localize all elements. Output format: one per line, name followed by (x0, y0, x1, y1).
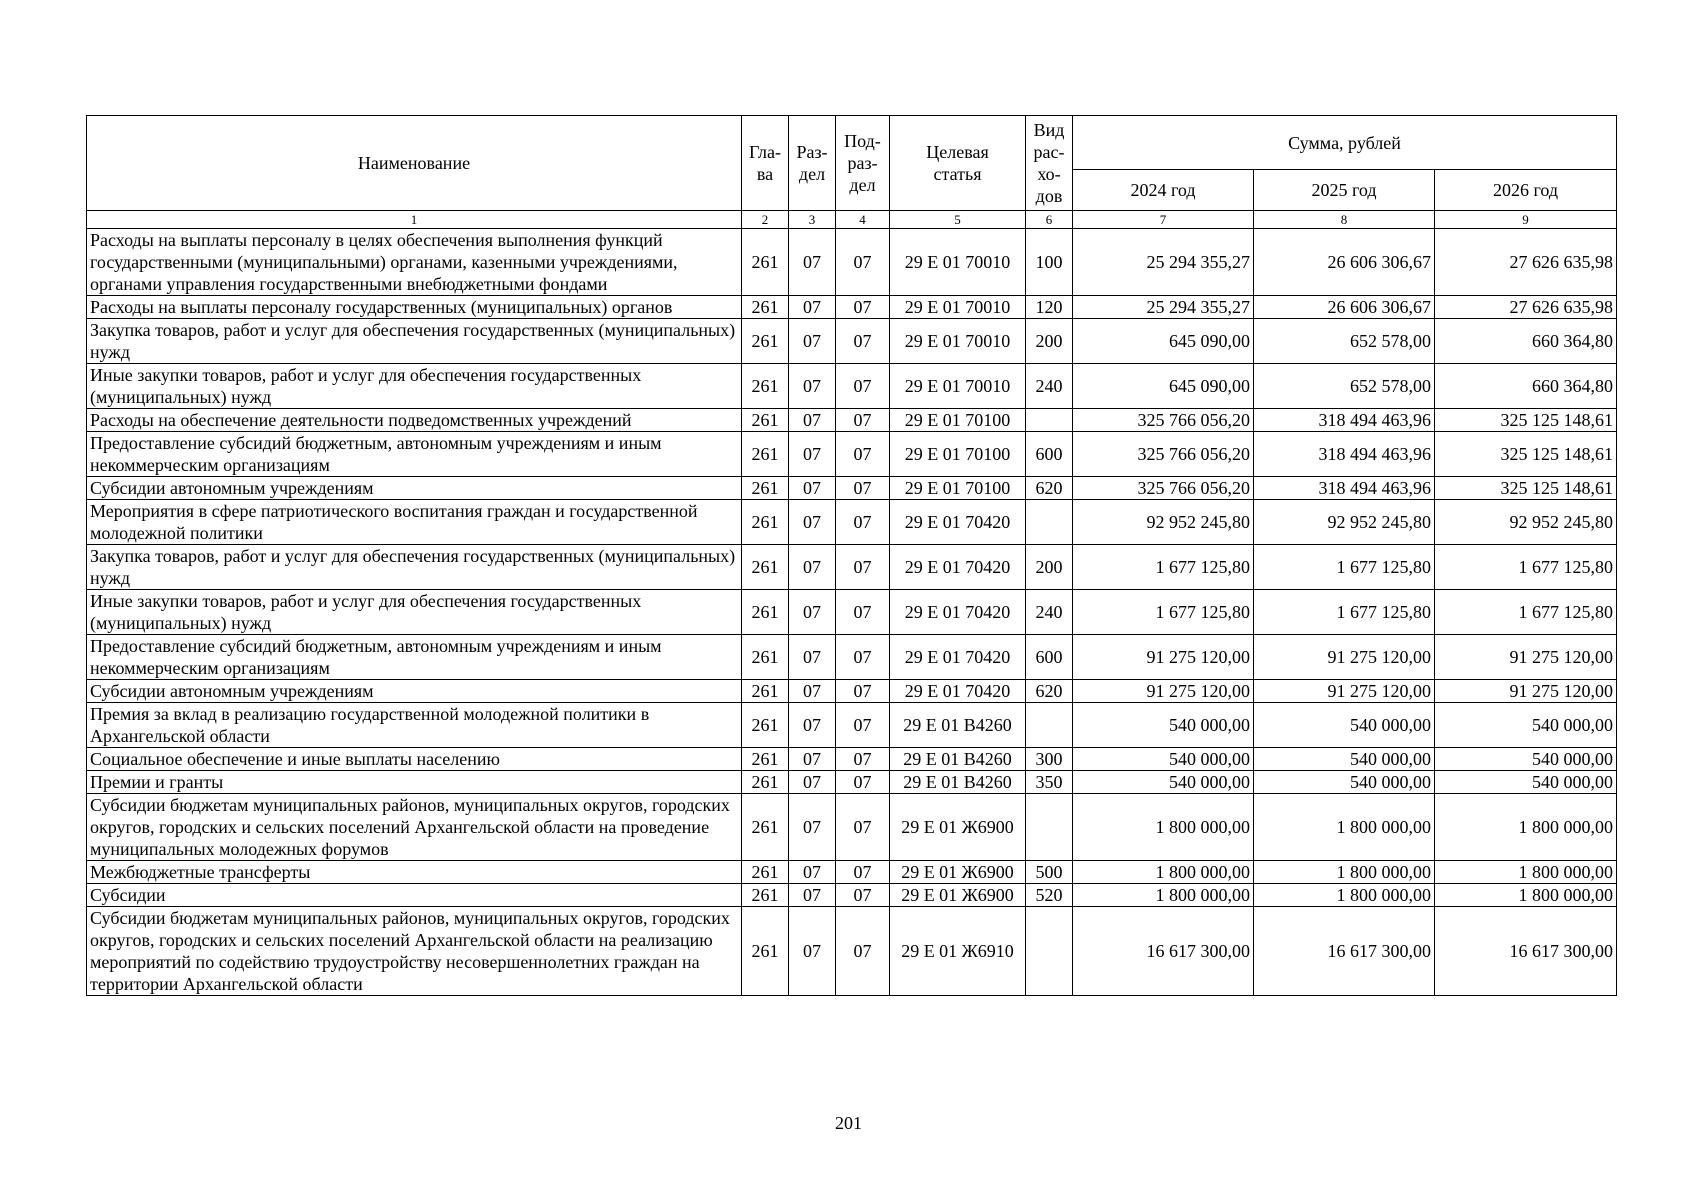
row-sum-2024: 540 000,00 (1073, 748, 1254, 771)
row-sum-2026: 540 000,00 (1435, 748, 1617, 771)
row-target-article: 29 Е 01 70420 (890, 680, 1026, 703)
header-name: Наименование (87, 116, 742, 211)
row-section: 07 (789, 500, 836, 545)
row-section: 07 (789, 364, 836, 409)
row-subsection: 07 (836, 477, 890, 500)
row-chapter: 261 (742, 545, 789, 590)
row-chapter: 261 (742, 861, 789, 884)
row-expense-type (1026, 794, 1073, 861)
row-sum-2026: 27 626 635,98 (1435, 229, 1617, 296)
table-row (87, 635, 1617, 680)
row-chapter: 261 (742, 477, 789, 500)
row-sum-2024: 1 800 000,00 (1073, 884, 1254, 907)
table-row (87, 364, 1617, 409)
row-sum-2025: 318 494 463,96 (1254, 432, 1435, 477)
row-name: Расходы на обеспечение деятельности подведомственных учреждений (87, 409, 742, 432)
row-sum-2024: 16 617 300,00 (1073, 907, 1254, 996)
row-expense-type: 600 (1026, 635, 1073, 680)
row-section: 07 (789, 635, 836, 680)
row-sum-2026: 27 626 635,98 (1435, 296, 1617, 319)
row-sum-2025: 1 800 000,00 (1254, 861, 1435, 884)
row-target-article: 29 Е 01 70010 (890, 319, 1026, 364)
row-name: Предоставление субсидий бюджетным, автономным учреждениям и иным некоммерческим организациям (87, 635, 742, 680)
row-expense-type: 200 (1026, 319, 1073, 364)
row-sum-2025: 1 800 000,00 (1254, 884, 1435, 907)
row-subsection: 07 (836, 635, 890, 680)
row-sum-2025: 540 000,00 (1254, 748, 1435, 771)
row-section: 07 (789, 319, 836, 364)
row-sum-2026: 16 617 300,00 (1435, 907, 1617, 996)
row-sum-2024: 25 294 355,27 (1073, 296, 1254, 319)
row-section: 07 (789, 794, 836, 861)
row-chapter: 261 (742, 771, 789, 794)
row-name: Субсидии автономным учреждениям (87, 680, 742, 703)
row-section: 07 (789, 680, 836, 703)
row-subsection: 07 (836, 884, 890, 907)
table-row (87, 409, 1617, 432)
header-year-2025: 2025 год (1254, 170, 1435, 211)
row-sum-2024: 91 275 120,00 (1073, 680, 1254, 703)
row-sum-2026: 1 800 000,00 (1435, 794, 1617, 861)
row-expense-type (1026, 409, 1073, 432)
row-target-article: 29 Е 01 Ж6910 (890, 907, 1026, 996)
row-chapter: 261 (742, 409, 789, 432)
row-subsection: 07 (836, 229, 890, 296)
row-subsection: 07 (836, 364, 890, 409)
row-sum-2025: 16 617 300,00 (1254, 907, 1435, 996)
row-sum-2025: 91 275 120,00 (1254, 635, 1435, 680)
table-row (87, 794, 1617, 861)
row-sum-2024: 540 000,00 (1073, 703, 1254, 748)
row-chapter: 261 (742, 229, 789, 296)
row-sum-2025: 540 000,00 (1254, 703, 1435, 748)
row-sum-2024: 1 800 000,00 (1073, 861, 1254, 884)
row-sum-2024: 325 766 056,20 (1073, 409, 1254, 432)
row-sum-2024: 1 677 125,80 (1073, 545, 1254, 590)
row-name: Премия за вклад в реализацию государственной молодежной политики в Архангельской области (87, 703, 742, 748)
row-expense-type: 620 (1026, 680, 1073, 703)
row-sum-2026: 1 800 000,00 (1435, 884, 1617, 907)
row-subsection: 07 (836, 500, 890, 545)
row-sum-2025: 92 952 245,80 (1254, 500, 1435, 545)
table-header (87, 116, 1617, 229)
table-row (87, 229, 1617, 296)
row-sum-2024: 645 090,00 (1073, 319, 1254, 364)
row-chapter: 261 (742, 703, 789, 748)
row-sum-2026: 1 677 125,80 (1435, 545, 1617, 590)
row-expense-type: 350 (1026, 771, 1073, 794)
row-chapter: 261 (742, 500, 789, 545)
row-sum-2025: 318 494 463,96 (1254, 477, 1435, 500)
row-section: 07 (789, 590, 836, 635)
row-subsection: 07 (836, 771, 890, 794)
row-name: Расходы на выплаты персоналу государственных (муниципальных) органов (87, 296, 742, 319)
row-section: 07 (789, 545, 836, 590)
row-sum-2026: 660 364,80 (1435, 364, 1617, 409)
row-section: 07 (789, 409, 836, 432)
row-target-article: 29 Е 01 В4260 (890, 703, 1026, 748)
table-row (87, 432, 1617, 477)
row-target-article: 29 Е 01 В4260 (890, 771, 1026, 794)
row-target-article: 29 Е 01 70100 (890, 432, 1026, 477)
table-row (87, 477, 1617, 500)
row-target-article: 29 Е 01 70420 (890, 500, 1026, 545)
row-subsection: 07 (836, 545, 890, 590)
row-sum-2026: 325 125 148,61 (1435, 409, 1617, 432)
row-section: 07 (789, 748, 836, 771)
table-row (87, 296, 1617, 319)
row-sum-2025: 652 578,00 (1254, 319, 1435, 364)
row-sum-2025: 1 677 125,80 (1254, 545, 1435, 590)
row-sum-2024: 25 294 355,27 (1073, 229, 1254, 296)
table-row (87, 680, 1617, 703)
row-expense-type: 600 (1026, 432, 1073, 477)
row-sum-2026: 1 677 125,80 (1435, 590, 1617, 635)
row-chapter: 261 (742, 364, 789, 409)
row-subsection: 07 (836, 861, 890, 884)
row-section: 07 (789, 296, 836, 319)
row-target-article: 29 Е 01 70100 (890, 409, 1026, 432)
row-target-article: 29 Е 01 Ж6900 (890, 884, 1026, 907)
row-subsection: 07 (836, 590, 890, 635)
header-expense-type: Вид рас- хо- дов (1026, 116, 1073, 211)
row-subsection: 07 (836, 748, 890, 771)
row-sum-2026: 1 800 000,00 (1435, 861, 1617, 884)
row-expense-type: 200 (1026, 545, 1073, 590)
row-expense-type: 300 (1026, 748, 1073, 771)
row-sum-2024: 1 677 125,80 (1073, 590, 1254, 635)
row-chapter: 261 (742, 794, 789, 861)
row-target-article: 29 Е 01 70010 (890, 296, 1026, 319)
row-name: Расходы на выплаты персоналу в целях обеспечения выполнения функций государственными (муниципальными) органами, казенными учреждениями, органами управления государственными внебюджетными фондами (87, 229, 742, 296)
row-sum-2024: 540 000,00 (1073, 771, 1254, 794)
table-row (87, 319, 1617, 364)
row-subsection: 07 (836, 319, 890, 364)
column-number: 8 (1254, 211, 1435, 229)
column-number-row (87, 211, 1617, 229)
budget-table (86, 115, 1617, 996)
row-sum-2026: 325 125 148,61 (1435, 477, 1617, 500)
header-sum: Сумма, рублей (1073, 116, 1617, 170)
header-chapter: Гла- ва (742, 116, 789, 211)
table-body (87, 229, 1617, 996)
row-sum-2024: 325 766 056,20 (1073, 477, 1254, 500)
table-row (87, 861, 1617, 884)
page-number: 201 (835, 1113, 862, 1133)
column-number: 1 (87, 211, 742, 229)
row-chapter: 261 (742, 296, 789, 319)
row-expense-type: 240 (1026, 590, 1073, 635)
row-sum-2025: 318 494 463,96 (1254, 409, 1435, 432)
row-subsection: 07 (836, 680, 890, 703)
row-sum-2024: 1 800 000,00 (1073, 794, 1254, 861)
row-subsection: 07 (836, 703, 890, 748)
column-number: 7 (1073, 211, 1254, 229)
row-expense-type (1026, 703, 1073, 748)
table-row (87, 590, 1617, 635)
row-name: Закупка товаров, работ и услуг для обеспечения государственных (муниципальных) нужд (87, 319, 742, 364)
row-section: 07 (789, 432, 836, 477)
row-chapter: 261 (742, 748, 789, 771)
row-subsection: 07 (836, 907, 890, 996)
row-name: Субсидии (87, 884, 742, 907)
row-target-article: 29 Е 01 В4260 (890, 748, 1026, 771)
row-name: Премии и гранты (87, 771, 742, 794)
column-number: 5 (890, 211, 1026, 229)
row-name: Межбюджетные трансферты (87, 861, 742, 884)
table-row (87, 771, 1617, 794)
row-expense-type (1026, 500, 1073, 545)
row-sum-2025: 26 606 306,67 (1254, 296, 1435, 319)
row-chapter: 261 (742, 884, 789, 907)
row-target-article: 29 Е 01 70010 (890, 229, 1026, 296)
row-expense-type: 120 (1026, 296, 1073, 319)
row-subsection: 07 (836, 794, 890, 861)
header-section: Раз- дел (789, 116, 836, 211)
row-target-article: 29 Е 01 70420 (890, 590, 1026, 635)
row-section: 07 (789, 861, 836, 884)
row-target-article: 29 Е 01 Ж6900 (890, 861, 1026, 884)
row-sum-2024: 92 952 245,80 (1073, 500, 1254, 545)
header-subsection: Под- раз- дел (836, 116, 890, 211)
row-sum-2026: 325 125 148,61 (1435, 432, 1617, 477)
row-target-article: 29 Е 01 70100 (890, 477, 1026, 500)
row-subsection: 07 (836, 296, 890, 319)
row-sum-2026: 91 275 120,00 (1435, 635, 1617, 680)
table-row (87, 884, 1617, 907)
row-section: 07 (789, 703, 836, 748)
row-chapter: 261 (742, 432, 789, 477)
row-expense-type (1026, 907, 1073, 996)
row-name: Иные закупки товаров, работ и услуг для обеспечения государственных (муниципальных) нужд (87, 364, 742, 409)
row-sum-2025: 652 578,00 (1254, 364, 1435, 409)
row-chapter: 261 (742, 907, 789, 996)
row-chapter: 261 (742, 680, 789, 703)
row-name: Субсидии бюджетам муниципальных районов, муниципальных округов, городских округов, городских и сельских поселений Архангельской области на реализацию мероприятий по содействию трудоустройству несовершеннолетних граждан на территории Архангельской области (87, 907, 742, 996)
row-name: Предоставление субсидий бюджетным, автономным учреждениям и иным некоммерческим организациям (87, 432, 742, 477)
row-subsection: 07 (836, 432, 890, 477)
row-sum-2026: 540 000,00 (1435, 771, 1617, 794)
row-sum-2026: 91 275 120,00 (1435, 680, 1617, 703)
column-number: 3 (789, 211, 836, 229)
row-target-article: 29 Е 01 70420 (890, 545, 1026, 590)
row-sum-2025: 1 800 000,00 (1254, 794, 1435, 861)
row-target-article: 29 Е 01 Ж6900 (890, 794, 1026, 861)
table-row (87, 703, 1617, 748)
row-section: 07 (789, 229, 836, 296)
header-year-2024: 2024 год (1073, 170, 1254, 211)
table-row (87, 545, 1617, 590)
row-target-article: 29 Е 01 70420 (890, 635, 1026, 680)
column-number: 2 (742, 211, 789, 229)
table-row (87, 500, 1617, 545)
row-chapter: 261 (742, 319, 789, 364)
row-name: Субсидии бюджетам муниципальных районов, муниципальных округов, городских округов, городских и сельских поселений Архангельской области на проведение муниципальных молодежных форумов (87, 794, 742, 861)
header-target-article: Целевая статья (890, 116, 1026, 211)
row-expense-type: 500 (1026, 861, 1073, 884)
row-expense-type: 100 (1026, 229, 1073, 296)
row-sum-2026: 92 952 245,80 (1435, 500, 1617, 545)
row-subsection: 07 (836, 409, 890, 432)
row-section: 07 (789, 477, 836, 500)
header-year-2026: 2026 год (1435, 170, 1617, 211)
column-number: 9 (1435, 211, 1617, 229)
row-sum-2026: 660 364,80 (1435, 319, 1617, 364)
row-sum-2025: 91 275 120,00 (1254, 680, 1435, 703)
row-expense-type: 240 (1026, 364, 1073, 409)
row-sum-2024: 645 090,00 (1073, 364, 1254, 409)
row-name: Социальное обеспечение и иные выплаты населению (87, 748, 742, 771)
row-sum-2025: 540 000,00 (1254, 771, 1435, 794)
row-target-article: 29 Е 01 70010 (890, 364, 1026, 409)
row-sum-2025: 26 606 306,67 (1254, 229, 1435, 296)
row-expense-type: 520 (1026, 884, 1073, 907)
row-chapter: 261 (742, 635, 789, 680)
row-section: 07 (789, 907, 836, 996)
column-number: 4 (836, 211, 890, 229)
table-row (87, 907, 1617, 996)
row-expense-type: 620 (1026, 477, 1073, 500)
row-name: Мероприятия в сфере патриотического воспитания граждан и государственной молодежной политики (87, 500, 742, 545)
row-sum-2024: 91 275 120,00 (1073, 635, 1254, 680)
row-sum-2024: 325 766 056,20 (1073, 432, 1254, 477)
row-sum-2026: 540 000,00 (1435, 703, 1617, 748)
table-row (87, 748, 1617, 771)
row-section: 07 (789, 771, 836, 794)
column-number: 6 (1026, 211, 1073, 229)
row-name: Субсидии автономным учреждениям (87, 477, 742, 500)
row-section: 07 (789, 884, 836, 907)
row-chapter: 261 (742, 590, 789, 635)
row-sum-2025: 1 677 125,80 (1254, 590, 1435, 635)
row-name: Иные закупки товаров, работ и услуг для обеспечения государственных (муниципальных) нужд (87, 590, 742, 635)
row-name: Закупка товаров, работ и услуг для обеспечения государственных (муниципальных) нужд (87, 545, 742, 590)
